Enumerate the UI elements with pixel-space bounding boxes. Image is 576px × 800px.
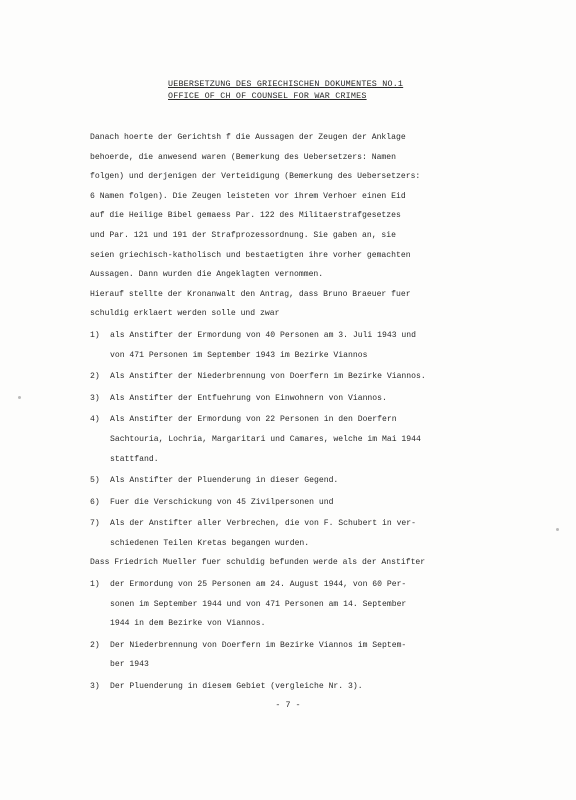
item-line: 1944 in dem Bezirke von Viannos. bbox=[110, 619, 266, 629]
item-number: 3) bbox=[90, 393, 100, 403]
charge-item bbox=[90, 389, 510, 409]
intro-line: Hierauf stellte der Kronanwalt den Antrag, dass Bruno Braeuer fuer bbox=[90, 289, 411, 299]
item-number: 4) bbox=[90, 415, 100, 425]
item-number: 7) bbox=[90, 519, 100, 529]
paper-speck bbox=[556, 528, 559, 531]
item-number: 2) bbox=[90, 372, 100, 382]
item-number: 1) bbox=[90, 330, 100, 340]
intro-line: schuldig erklaert werden solle und zwar bbox=[90, 309, 280, 319]
charge-item bbox=[90, 575, 510, 634]
item-number: 1) bbox=[90, 580, 100, 590]
item-line: stattfand. bbox=[110, 454, 159, 464]
document-body bbox=[90, 128, 510, 697]
header-line-2: OFFICE OF CH OF COUNSEL FOR WAR CRIMES bbox=[168, 91, 367, 101]
charge-item bbox=[90, 471, 510, 491]
intro-line: folgen) und derjenigen der Verteidigung (Bemerkung des Uebersetzers: bbox=[90, 172, 421, 182]
item-line: Als Anstifter der Entfuehrung von Einwohnern von Viannos. bbox=[110, 393, 387, 403]
intro-line: 6 Namen folgen). Die Zeugen leisteten vor ihrem Verhoer einen Eid bbox=[90, 191, 406, 201]
item-line: Als der Anstifter aller Verbrechen, die von F. Schubert in ver- bbox=[110, 519, 416, 529]
paper-speck bbox=[18, 396, 21, 399]
item-number: 2) bbox=[90, 640, 100, 650]
item-number: 5) bbox=[90, 476, 100, 486]
item-line: ber 1943 bbox=[110, 660, 149, 670]
item-line: von 471 Personen im September 1943 im Bezirke Viannos bbox=[110, 350, 368, 360]
item-line: Als Anstifter der Niederbrennung von Doerfern im Bezirke Viannos. bbox=[110, 372, 426, 382]
charge-item bbox=[90, 326, 510, 365]
item-line: als Anstifter der Ermordung von 40 Personen am 3. Juli 1943 und bbox=[110, 330, 416, 340]
item-line: Fuer die Verschickung von 45 Zivilpersonen und bbox=[110, 497, 334, 507]
intro-line: auf die Heilige Bibel gemaess Par. 122 des Militaerstrafgesetzes bbox=[90, 211, 401, 221]
document-header bbox=[168, 78, 428, 102]
item-line: Der Pluenderung in diesem Gebiet (vergleiche Nr. 3). bbox=[110, 682, 363, 692]
intro-line: behoerde, die anwesend waren (Bemerkung des Uebersetzers: Namen bbox=[90, 152, 396, 162]
charge-item bbox=[90, 677, 510, 697]
intro-line: und Par. 121 und 191 der Strafprozessordnung. Sie gaben an, sie bbox=[90, 230, 396, 240]
charge-item bbox=[90, 367, 510, 387]
charge-item bbox=[90, 410, 510, 469]
intro-line: Danach hoerte der Gerichtsh f die Aussagen der Zeugen der Anklage bbox=[90, 133, 406, 142]
page-number: - 7 - bbox=[275, 700, 301, 710]
item-number: 3) bbox=[90, 682, 100, 692]
item-line: Sachtouria, Lochria, Margaritari und Camares, welche im Mai 1944 bbox=[110, 434, 421, 444]
intro-line: Aussagen. Dann wurden die Angeklagten vernommen. bbox=[90, 270, 324, 280]
item-line: Als Anstifter der Pluenderung in dieser Gegend. bbox=[110, 476, 339, 486]
item-line: sonen im September 1944 und von 471 Personen am 14. September bbox=[110, 599, 407, 609]
item-line: der Ermordung von 25 Personen am 24. August 1944, von 60 Per- bbox=[110, 580, 407, 590]
item-line: Der Niederbrennung von Doerfern im Bezirke Viannos im Septem- bbox=[110, 640, 407, 650]
charge-item bbox=[90, 636, 510, 675]
charge-item bbox=[90, 514, 510, 553]
mid-paragraph: Dass Friedrich Mueller fuer schuldig befunden werde als der Anstifter bbox=[90, 558, 426, 568]
charge-item bbox=[90, 493, 510, 513]
item-number: 6) bbox=[90, 497, 100, 507]
intro-line: seien griechisch-katholisch und bestaetigten ihre vorher gemachten bbox=[90, 250, 411, 260]
header-line-1: UEBERSETZUNG DES GRIECHISCHEN DOKUMENTES NO.1 bbox=[168, 79, 404, 89]
item-line: Als Anstifter der Ermordung von 22 Personen in den Doerfern bbox=[110, 415, 397, 425]
item-line: schiedenen Teilen Kretas begangen wurden. bbox=[110, 538, 310, 548]
